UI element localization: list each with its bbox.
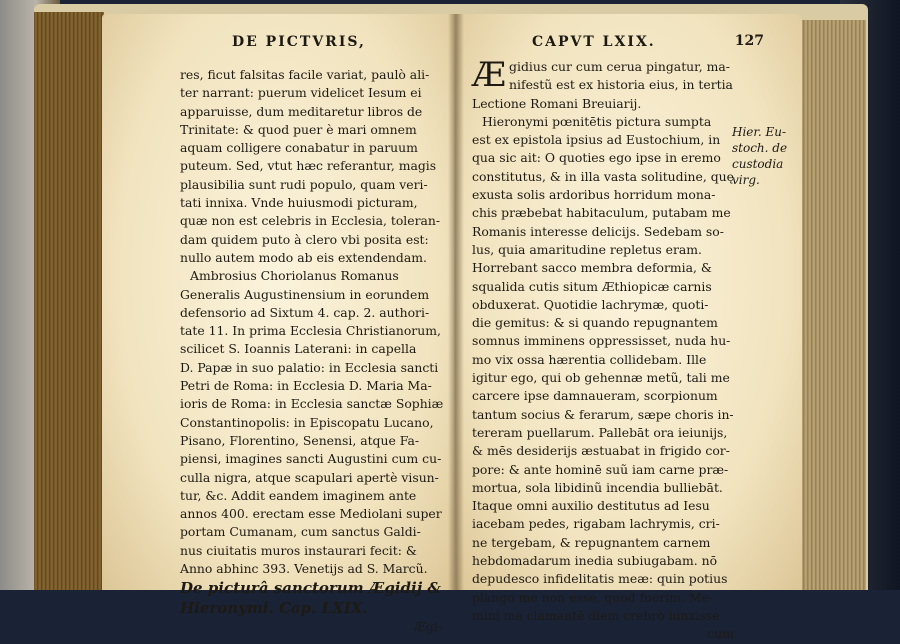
text-line: ne tergebam, & repugnantem carnem (472, 534, 711, 550)
text-line: portam Cumanam, cum sanctus Galdi- (180, 524, 421, 540)
text-line: depudesco infidelitatis meæ: quin potius (472, 571, 728, 587)
right-text-block (472, 55, 734, 644)
text-line: qua sic ait: O quoties ego ipse in eremo (472, 150, 721, 166)
left-text-block (180, 66, 442, 637)
chapter-heading: De picturâ sanctorum Ægidij & (180, 579, 441, 598)
text-line: Horrebant sacco membra deformia, & (472, 260, 712, 276)
text-line: iacebam pedes, rigabam lachrymis, cri- (472, 516, 720, 532)
text-line: mortua, sola libidinũ incendia bulliebāt. (472, 479, 723, 495)
page-number: 127 (734, 33, 764, 49)
text-line: puteum. Sed, vtut hæc referantur, magis (180, 158, 437, 174)
catchword-right: cum (707, 626, 734, 642)
text-line: tate 11. In prima Ecclesia Christianorum, (180, 323, 441, 339)
text-line: tereram puellarum. Pallebāt ora ieiunijs, (472, 424, 728, 440)
page-edges-left (34, 12, 104, 590)
text-line: tati innixa. Vnde huiusmodi picturam, (180, 195, 418, 211)
text-line: Trinitate: & quod puer è mari omnem (180, 121, 417, 137)
text-line: annos 400. erectam esse Mediolani super (180, 506, 442, 522)
chapter-heading: Hieronymi. Cap. LXIX. (180, 599, 368, 618)
text-line: D. Papæ in suo palatio: in Ecclesia sancti (180, 359, 439, 375)
text-line: culla nigra, atque scapulari apertè visun- (180, 469, 439, 485)
text-line: Ambrosius Choriolanus Romanus (190, 268, 399, 284)
text-line: res, ficut falsitas facile variat, paulò ali- (180, 67, 430, 82)
right-page (456, 14, 802, 642)
text-line: somnus imminens oppressisset, nuda hu- (472, 333, 731, 349)
text-line: est ex epistola ipsius ad Eustochium, in (472, 132, 721, 148)
margin-note-line: Hier. Eu- (732, 125, 786, 139)
page-edges-right (800, 20, 866, 590)
left-page (102, 14, 454, 635)
text-line: gidius cur cum cerua pingatur, ma- (509, 59, 730, 74)
text-line: dam quidem puto à clero vbi posita est: (180, 231, 429, 247)
text-line: mini me clamantē diem crebrò iunxisse (472, 607, 720, 623)
text-line: plausibilia sunt rudi populo, quam veri- (180, 176, 428, 192)
text-line: aquam colligere conabatur in paruum (180, 140, 418, 156)
text-line: pore: & ante hominē suũ iam carne præ- (472, 461, 729, 477)
text-line: Petri de Roma: in Ecclesia D. Maria Ma- (180, 378, 432, 394)
text-line: constitutus, & in illa vasta solitudine, quę (472, 168, 734, 184)
text-line: squalida cutis situm Æthiopicæ carnis (472, 278, 712, 294)
margin-note-line: custodia (732, 157, 784, 171)
text-line: tur, &c. Addit eandem imaginem ante (180, 487, 417, 503)
text-line: Lectione Romani Breuiarij. (472, 95, 642, 111)
text-line: mo vix ossa hærentia collidebam. Ille (472, 351, 707, 367)
text-line: Anno abhinc 393. Venetijs ad S. Marcũ. (180, 561, 428, 577)
text-line: igitur ego, qui ob gehennæ metũ, tali me (472, 370, 730, 386)
text-line: scilicet S. Ioannis Laterani: in capella (180, 341, 417, 357)
text-line: lus, quia amaritudine repletus eram. (472, 241, 702, 257)
text-line: carcere ipse damnaueram, scorpionum (472, 388, 718, 404)
text-line: ter narrant: puerum videlicet Iesum ei (180, 85, 422, 101)
text-line: Generalis Augustinensium in eorundem (180, 286, 430, 302)
text-line: nullo autem modo ab eis extendendam. (180, 249, 427, 265)
text-line: Itaque omni auxilio destitutus ad Iesu (472, 498, 710, 514)
drop-cap: Æ (472, 55, 507, 95)
text-line: plango me non esse, quod fuerim. Me- (472, 589, 714, 605)
text-line: Pisano, Florentino, Senensi, atque Fa- (180, 432, 420, 448)
catchword-left: Ægi- (413, 619, 442, 635)
text-line: & mēs desiderijs æstuabat in frigido cor- (472, 443, 730, 459)
margin-note (732, 124, 802, 188)
text-line: obduxerat. Quotidie lachrymæ, quoti- (472, 296, 709, 312)
margin-note-line: stoch. de (732, 141, 788, 155)
text-line: die gemitus: & si quando repugnantem (472, 315, 718, 331)
running-head-left: DE PICTVRIS, (232, 34, 366, 50)
book-gutter (448, 14, 464, 590)
text-line: chis præbebat habitaculum, putabam me (472, 205, 731, 221)
text-line: hebdomadarum inedia subiugabam. nō (472, 553, 718, 569)
text-line: nus ciuitatis muros instaurari fecit: & (180, 542, 417, 558)
text-line: piensi, imagines sancti Augustini cum cu- (180, 451, 442, 467)
text-line: Hieronymi pœnitētis pictura sumpta (482, 113, 712, 129)
text-line: quæ non est celebris in Ecclesia, toleran- (180, 213, 441, 229)
text-line: exusta solis ardoribus horridum mona- (472, 187, 716, 203)
margin-note-line: virg. (732, 173, 760, 187)
text-line: apparuisse, dum meditaretur libros de (180, 103, 423, 119)
text-line: defensorio ad Sixtum 4. cap. 2. authori- (180, 304, 430, 320)
text-line: Romanis interesse delicijs. Sedebam so- (472, 223, 724, 239)
text-line: ioris de Roma: in Ecclesia sanctæ Sophiæ (180, 396, 444, 412)
running-head-right: CAPVT LXIX. (532, 34, 656, 50)
text-line: tantum socius & ferarum, sæpe choris in- (472, 406, 734, 422)
text-line: Constantinopolis: in Episcopatu Lucano, (180, 414, 434, 430)
text-line: nifestũ est ex historia eius, in tertia (509, 77, 733, 93)
